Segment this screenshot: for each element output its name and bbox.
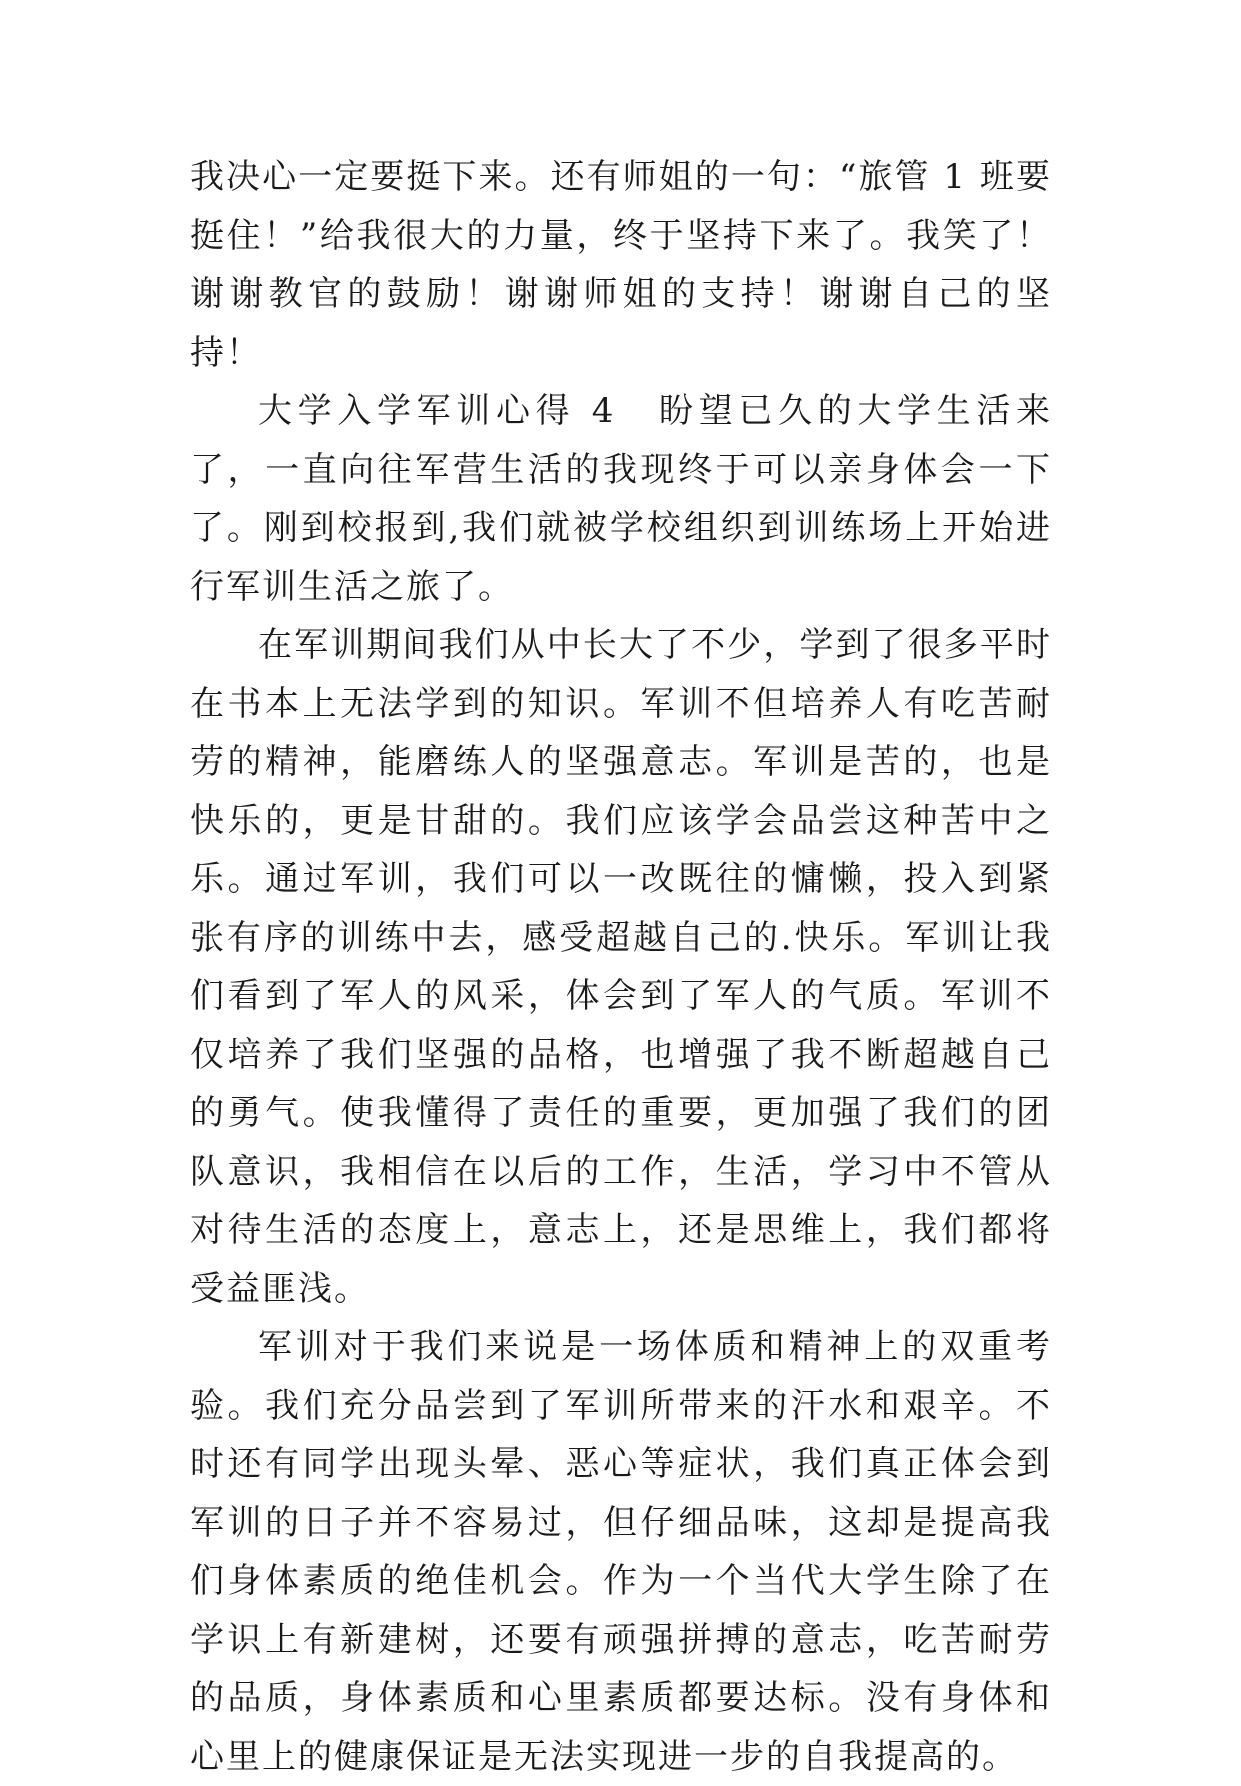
paragraph-text: 我决心一定要挺下来。还有师姐的一句：“旅管 1 班要挺住！”给我很大的力量，终于坚持下来了。我笑了！谢谢教官的鼓励！谢谢师姐的支持！谢谢自己的坚持！ (190, 157, 1052, 373)
paragraph-text: 盼望已久的大学生活来了，一直向往军营生活的我现终于可以亲身体会一下了。刚到校报到,我们就被学校组织到训练场上开始进行军训生活之旅了。 (190, 391, 1052, 607)
paragraph-4 (190, 1318, 1052, 1786)
section-heading: 大学入学军训心得 4 (258, 391, 616, 431)
paragraph-text: 在军训期间我们从中长大了不少，学到了很多平时在书本上无法学到的知识。军训不但培养人有吃苦耐劳的精神，能磨练人的坚强意志。军训是苦的，也是快乐的，更是甘甜的。我们应该学会品尝这种苦中之乐。通过军训，我们可以一改既往的慵懒，投入到紧张有序的训练中去，感受超越自己的.快乐。军训让我们看到了军人的风采，体会到了军人的气质。军训不仅培养了我们坚强的品格，也增强了我不断超越自己的勇气。使我懂得了责任的重要，更加强了我们的团队意识，我相信在以后的工作，生活，学习中不管从对待生活的态度上，意志上，还是思维上，我们都将受益匪浅。 (190, 625, 1052, 1309)
paragraph-3 (190, 616, 1052, 1318)
document-body (190, 148, 1052, 1786)
paragraph-2 (190, 382, 1052, 616)
paragraph-1 (190, 148, 1052, 382)
paragraph-text: 军训对于我们来说是一场体质和精神上的双重考验。我们充分品尝到了军训所带来的汗水和艰辛。不时还有同学出现头晕、恶心等症状，我们真正体会到军训的日子并不容易过，但仔细品味，这却是提高我们身体素质的绝佳机会。作为一个当代大学生除了在学识上有新建树，还要有顽强拼搏的意志，吃苦耐劳的品质，身体素质和心里素质都要达标。没有身体和心里上的健康保证是无法实现进一步的自我提高的。 (190, 1327, 1052, 1777)
